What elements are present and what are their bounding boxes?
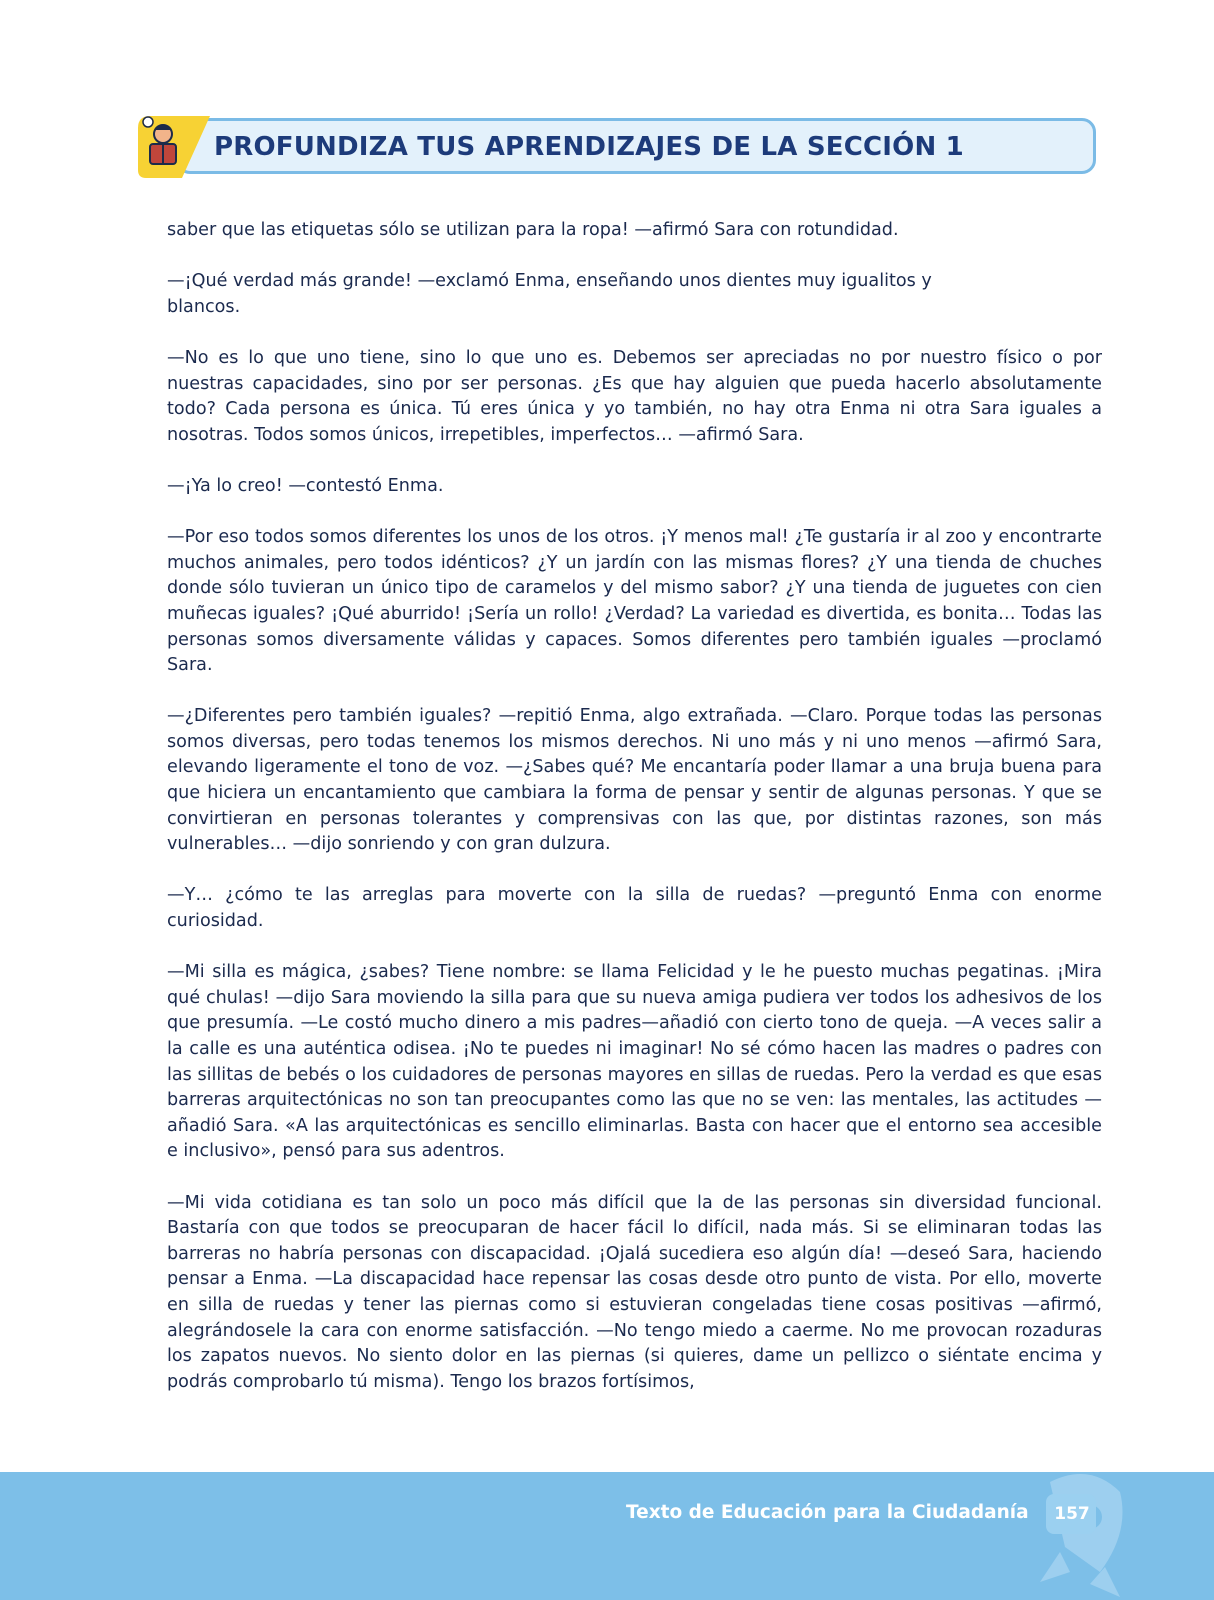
paragraph: saber que las etiquetas sólo se utilizan para la ropa! —afirmó Sara con rotundidad.	[167, 220, 899, 240]
paragraph: —¿Diferentes pero también iguales? —repitió Enma, algo extrañada. —Claro. Porque todas las personas somos diversas, pero todas tenemos los mismos derechos. Ni uno más y ni uno menos —afirmó Sara, elevando ligeramente el tono de voz. —¿Sabes qué? Me encantaría poder llamar a una bruja buena para que hiciera un encantamiento que cambiara la forma de pensar y sentir de algunas personas. Y que se convirtieran en personas tolerantes y comprensivas con las que, por distintas razones, son más vulnerables… —dijo sonriendo y con gran dulzura.	[167, 706, 1102, 855]
paragraph: —Mi vida cotidiana es tan solo un poco más difícil que la de las personas sin diversidad funcional. Bastaría con que todos se preocuparan de hacer fácil lo difícil, nada más. Si se eliminaran todas las barreras no habría personas con discapacidad. ¡Ojalá sucediera eso algún día! —deseó Sara, haciendo pensar a Enma. —La discapacidad hace repensar las cosas desde otro punto de vista. Por ello, moverte en silla de ruedas y tener las piernas como si estuvieran congeladas tiene cosas positivas —afirmó, alegrándosele la cara con enorme satisfacción. —No tengo miedo a caerme. No me provocan rozaduras los zapatos nuevos. No siento dolor en las piernas (si quieres, dame un pellizco o siéntate encima y podrás comprobarlo tú misma). Tengo los brazos fortísimos,	[167, 1192, 1102, 1392]
paragraph: —Y… ¿cómo te las arreglas para moverte con la silla de ruedas? —preguntó Enma con enorme curiosidad.	[167, 885, 1102, 932]
footer-title: Texto de Educación para la Ciudadanía	[626, 1502, 1029, 1523]
paragraph: —¡Qué verdad más grande! —exclamó Enma, enseñando unos dientes muy igualitos y blancos.	[167, 271, 932, 317]
paragraph: —Por eso todos somos diferentes los unos de los otros. ¡Y menos mal! ¿Te gustaría ir al zoo y encontrarte muchos animales, pero todos idénticos? ¿Y un jardín con las mismas flores? ¿Y una tienda de chuches donde sólo tuvieran un único tipo de caramelos y del mismo sabor? ¿Y una tienda de juguetes con cien muñecas iguales? ¡Qué aburrido! ¡Sería un rollo! ¿Verdad? La variedad es divertida, es bonita… Todas las personas somos diversamente válidas y capaces. Somos diferentes pero también iguales —proclamó Sara.	[167, 527, 1102, 676]
story-text	[167, 218, 1102, 1421]
section-header	[136, 112, 1102, 182]
page-title: PROFUNDIZA TUS APRENDIZAJES DE LA SECCIÓN 1	[214, 132, 964, 162]
paragraph: —¡Ya lo creo! —contestó Enma.	[167, 475, 444, 496]
paragraph: —No es lo que uno tiene, sino lo que uno es. Debemos ser apreciadas no por nuestro físico o por nuestras capacidades, sino por ser personas. ¿Es que hay alguien que pueda hacerlo absolutamente todo? Cada persona es única. Tú eres única y yo también, no hay otra Enma ni otra Sara iguales a nosotras. Todos somos únicos, irrepetibles, imperfectos… —afirmó Sara.	[167, 347, 1102, 445]
page-footer	[0, 1472, 1214, 1600]
page-number: 157	[1054, 1504, 1090, 1524]
rocket-icon	[1010, 1472, 1214, 1600]
student-reading-icon	[136, 112, 216, 182]
paragraph: —Mi silla es mágica, ¿sabes? Tiene nombre: se llama Felicidad y le he puesto muchas pegatinas. ¡Mira qué chulas! —dijo Sara moviendo la silla para que su nueva amiga pudiera ver todos los adhesivos de los que presumía. —Le costó mucho dinero a mis padres—añadió con cierto tono de queja. —A veces salir a la calle es una auténtica odisea. ¡No te puedes ni imaginar! No sé cómo hacen las madres o padres con las sillitas de bebés o los cuidadores de personas mayores en sillas de ruedas. Pero la verdad es que esas barreras arquitectónicas no son tan preocupantes como las que no se ven: las mentales, las actitudes —añadió Sara. «A las arquitectónicas es sencillo eliminarlas. Basta con hacer que el entorno sea accesible e inclusivo», pensó para sus adentros.	[167, 962, 1102, 1162]
